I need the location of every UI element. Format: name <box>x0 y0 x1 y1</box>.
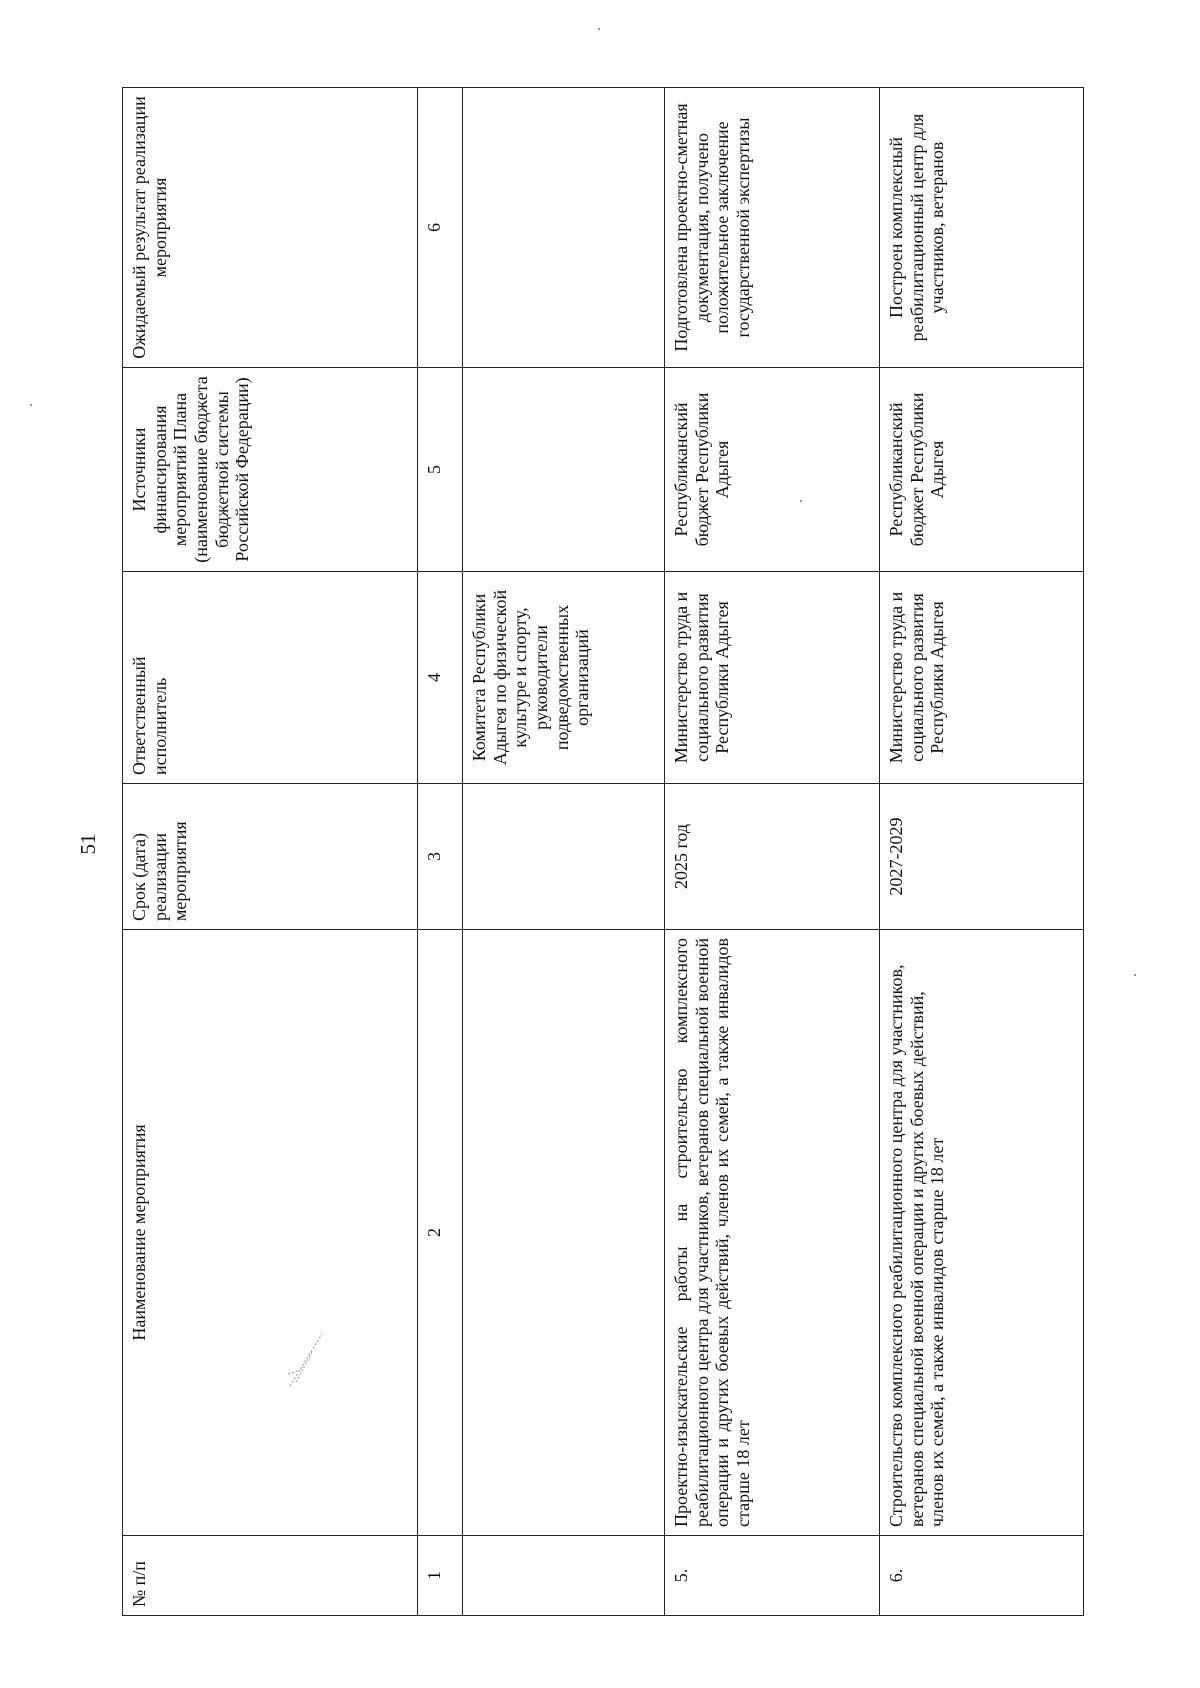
header-executor: Ответственный исполнитель <box>123 572 418 784</box>
column-number-1: 1 <box>418 1536 463 1616</box>
scan-speck <box>30 404 32 406</box>
row-term: 2025 год <box>665 784 880 930</box>
pencil-mark <box>286 1330 326 1390</box>
row-name: Строительство комплексного реабилитационного центра для участников, ветеранов специальной военной операции и других боевых действий, членов их семей, а также инвалидов старше 18 лет <box>880 930 1084 1536</box>
row-result: Построен комплексный реабилитационный центр для участников, ветеранов <box>880 88 1084 368</box>
header-row <box>123 88 418 1616</box>
row-num: 5. <box>665 1536 880 1616</box>
cont-num <box>463 1536 665 1616</box>
rotated-table-container <box>122 88 1084 1616</box>
table-row <box>880 88 1084 1616</box>
cont-executor: Комитета Республики Адыгея по физической культуре и спорту, руководители подведомственных организаций <box>463 572 665 784</box>
row-term: 2027-2029 <box>880 784 1084 930</box>
cont-term <box>463 784 665 930</box>
page-number: 51 <box>76 833 100 855</box>
row-name: Проектно-изыскательские работы на строительство комплексного реабилитационного центра для участников, ветеранов специальной военной операции и других боевых действий, членов их семей, а также инвалидов старше 18 лет <box>665 930 880 1536</box>
row-num: 6. <box>880 1536 1084 1616</box>
header-term: Срок (дата) реализации мероприятия <box>123 784 418 930</box>
row-executor: Министерство труда и социального развития Республики Адыгея <box>880 572 1084 784</box>
column-numbers-row <box>418 88 463 1616</box>
column-number-6: 6 <box>418 88 463 368</box>
column-number-3: 3 <box>418 784 463 930</box>
header-name: Наименование мероприятия <box>123 930 418 1536</box>
row-source: Республиканский бюджет Республики Адыгея <box>880 368 1084 572</box>
column-number-5: 5 <box>418 368 463 572</box>
header-num: № п/п <box>123 1536 418 1616</box>
cont-result <box>463 88 665 368</box>
row-result: Подготовлена проектно-сметная документация, получено положительное заключение государственной экспертизы <box>665 88 880 368</box>
column-number-2: 2 <box>418 930 463 1536</box>
row-source: Республиканский бюджет Республики Адыгея <box>665 368 880 572</box>
cont-name <box>463 930 665 1536</box>
header-result: Ожидаемый результат реализации мероприятия <box>123 88 418 368</box>
scan-speck <box>1134 974 1136 976</box>
cont-source <box>463 368 665 572</box>
continuation-row <box>463 88 665 1616</box>
plan-table <box>122 87 1084 1616</box>
header-source: Источники финансирования мероприятий Плана (наименование бюджета бюджетной системы Российской Федерации) <box>123 368 418 572</box>
row-executor: Министерство труда и социального развития Республики Адыгея <box>665 572 880 784</box>
table-row <box>665 88 880 1616</box>
scan-speck <box>598 28 600 30</box>
column-number-4: 4 <box>418 572 463 784</box>
